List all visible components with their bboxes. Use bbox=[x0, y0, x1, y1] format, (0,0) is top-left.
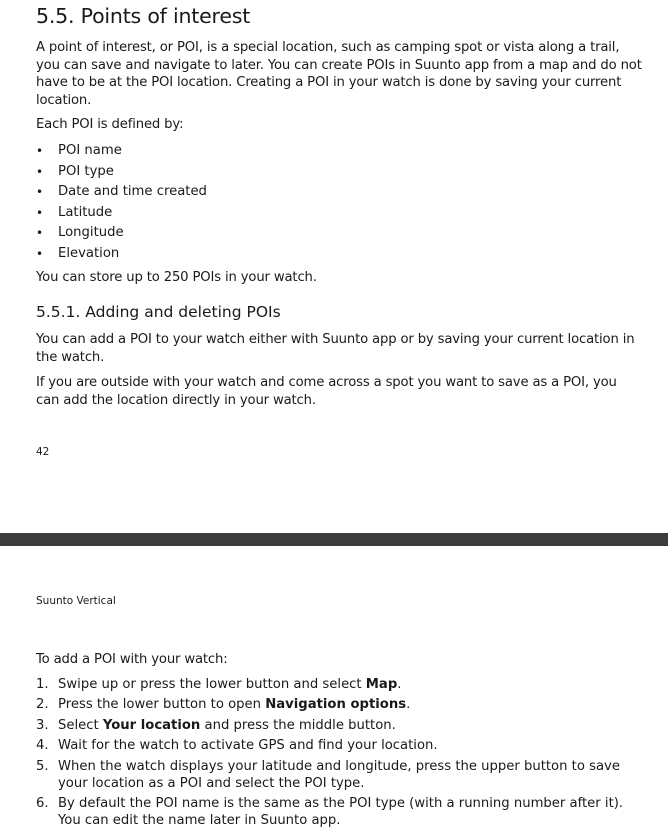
ui-term: Your location bbox=[102, 717, 201, 733]
bullet-icon: • bbox=[36, 246, 44, 261]
bullet-icon: • bbox=[36, 185, 44, 200]
step-number: 5. bbox=[36, 758, 49, 774]
list-item: 2. Press the lower button to open Navigation options. bbox=[36, 697, 411, 713]
poi-attributes-list bbox=[36, 141, 596, 265]
steps-intro: To add a POI with your watch: bbox=[36, 652, 228, 667]
list-item: • POI name bbox=[36, 141, 596, 162]
page-number: 42 bbox=[36, 446, 50, 458]
bullet-icon: • bbox=[36, 164, 44, 179]
step-number: 4. bbox=[36, 738, 49, 754]
list-item: • Elevation bbox=[36, 244, 596, 265]
ui-term: Navigation options bbox=[265, 697, 407, 713]
running-header: Suunto Vertical bbox=[36, 595, 116, 607]
defined-by-paragraph: Each POI is defined by: bbox=[36, 117, 184, 132]
list-item: 3. Select Your location and press the middle button. bbox=[36, 717, 396, 733]
add-poi-paragraph: You can add a POI to your watch either with Suunto app or by saving your current location in the watch. bbox=[36, 332, 635, 365]
list-item: 5. When the watch displays your latitude and longitude, press the upper button to save your location as a POI and select the POI type. bbox=[36, 758, 620, 791]
subsection-title: 5.5.1. Adding and deleting POIs bbox=[36, 303, 281, 321]
step-number: 2. bbox=[36, 697, 49, 713]
bullet-icon: • bbox=[36, 226, 44, 241]
list-item: 1. Swipe up or press the lower button and select Map. bbox=[36, 677, 402, 692]
step-number: 6. bbox=[36, 796, 49, 812]
list-item: • Latitude bbox=[36, 203, 596, 224]
bullet-icon: • bbox=[36, 205, 44, 220]
list-item: 4. Wait for the watch to activate GPS and find your location. bbox=[36, 738, 438, 754]
list-item: • POI type bbox=[36, 162, 596, 183]
section-title: 5.5. Points of interest bbox=[36, 4, 251, 28]
ui-term: Map bbox=[365, 677, 398, 692]
outside-paragraph: If you are outside with your watch and come across a spot you want to save as a POI, you can add the location directly in your watch. bbox=[36, 375, 617, 408]
list-item: 6. By default the POI name is the same as the POI type (with a running number after it). You can edit the name later in Suunto app. bbox=[36, 796, 624, 829]
step-number: 1. bbox=[36, 677, 49, 692]
list-item: • Longitude bbox=[36, 223, 596, 244]
intro-paragraph: A point of interest, or POI, is a special location, such as camping spot or vista along a trail, you can save and navigate to later. You can create POIs in Suunto app from a map and do not have to be at the POI location. Creating a POI in your watch is done by saving your current location. bbox=[36, 40, 642, 108]
bullet-icon: • bbox=[36, 144, 44, 158]
step-number: 3. bbox=[36, 717, 49, 733]
page-separator bbox=[0, 533, 668, 546]
add-poi-steps-list bbox=[36, 676, 636, 833]
list-item: • Date and time created bbox=[36, 182, 596, 203]
storage-paragraph: You can store up to 250 POIs in your watch. bbox=[36, 270, 317, 285]
document-page-43 bbox=[0, 546, 668, 837]
